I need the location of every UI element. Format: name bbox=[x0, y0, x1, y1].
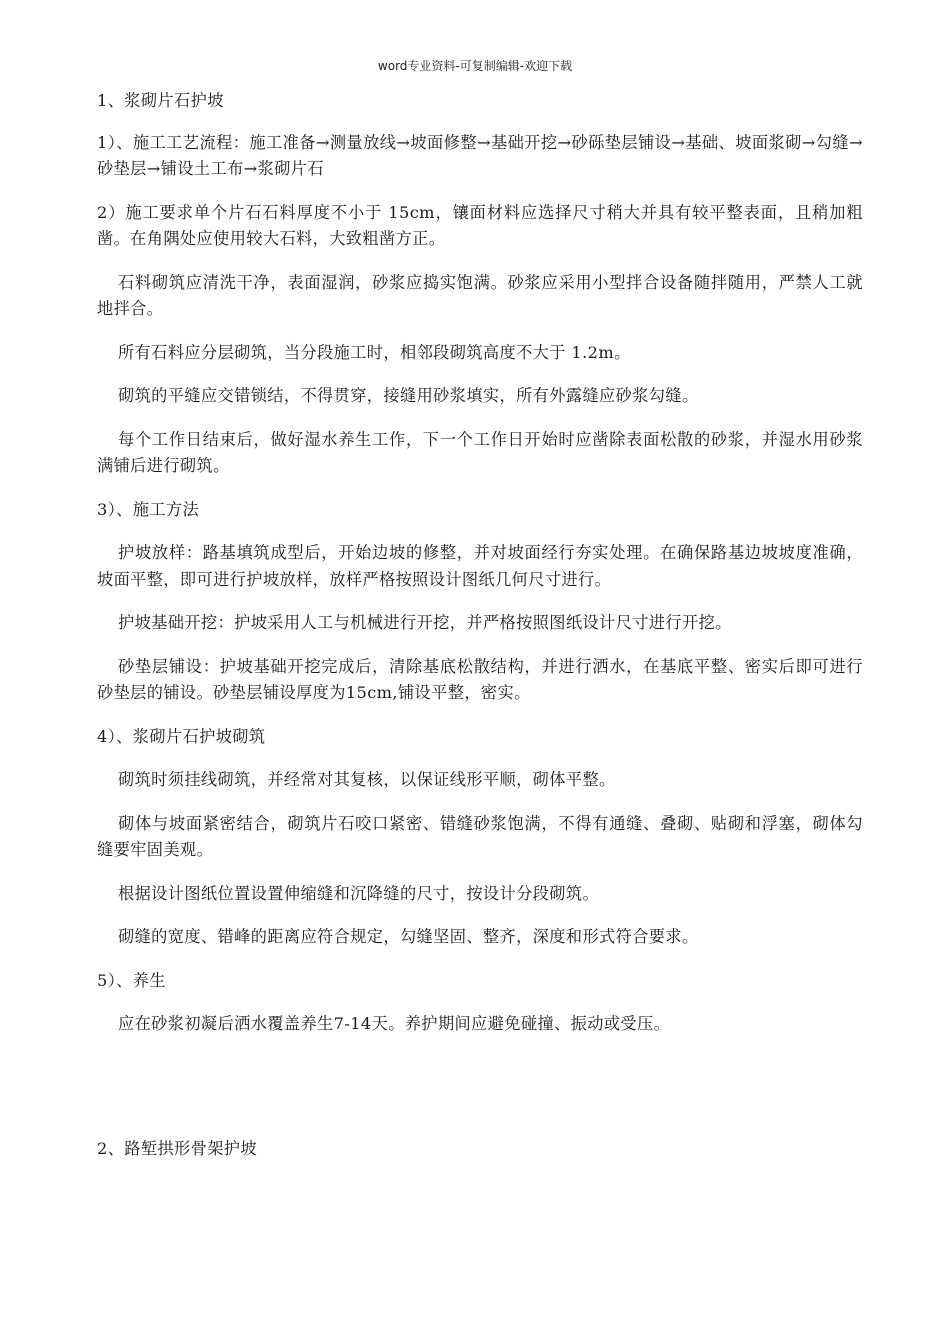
paragraph: 石料砌筑应清洗干净，表面湿润，砂浆应捣实饱满。砂浆应采用小型拌合设备随拌随用，严禁人工就地拌合。 bbox=[97, 272, 863, 318]
paragraph: 砌体与坡面紧密结合，砌筑片石咬口紧密、错缝砂浆饱满，不得有通缝、叠砌、贴砌和浮塞，砌体勾缝要牢固美观。 bbox=[97, 813, 863, 859]
subsection-4-title: 4）、浆砌片石护坡砌筑 bbox=[97, 726, 266, 746]
subsection-5-title: 5）、养生 bbox=[97, 970, 166, 990]
paragraph: 护坡放样：路基填筑成型后，开始边坡的修整，并对坡面经行夯实处理。在确保路基边坡坡度准确，坡面平整，即可进行护坡放样，放样严格按照设计图纸几何尺寸进行。 bbox=[97, 543, 863, 589]
paragraph: 砌缝的宽度、错峰的距离应符合规定，勾缝坚固、整齐，深度和形式符合要求。 bbox=[118, 927, 699, 946]
subsection-3-title: 3）、施工方法 bbox=[97, 499, 200, 519]
paragraph: 每个工作日结束后，做好湿水养生工作，下一个工作日开始时应凿除表面松散的砂浆，并湿水用砂浆满铺后进行砌筑。 bbox=[97, 429, 863, 475]
construction-requirements-paragraph: 2）施工要求单个片石石料厚度不小于 15cm，镶面材料应选择尺寸稍大并具有较平整表面，且稍加粗凿。在角隅处应使用较大石料，大致粗凿方正。 bbox=[97, 202, 863, 248]
paragraph: 砌筑时须挂线砌筑，并经常对其复核，以保证线形平顺，砌体平整。 bbox=[118, 770, 616, 789]
paragraph: 护坡基础开挖：护坡采用人工与机械进行开挖，并严格按照图纸设计尺寸进行开挖。 bbox=[118, 613, 732, 632]
paragraph: 砂垫层铺设：护坡基础开挖完成后，清除基底松散结构，并进行洒水，在基底平整、密实后即可进行砂垫层的铺设。砂垫层铺设厚度为15cm,铺设平整，密实。 bbox=[97, 656, 863, 702]
page-header: word专业资料-可复制编辑-欢迎下载 bbox=[377, 59, 573, 73]
process-flow-paragraph: 1）、施工工艺流程：施工准备→测量放线→坡面修整→基础开挖→砂砾垫层铺设→基础、坡面浆砌→勾缝→砂垫层→铺设土工布→浆砌片石 bbox=[97, 132, 863, 178]
document-body bbox=[97, 88, 863, 1179]
paragraph: 应在砂浆初凝后洒水覆盖养生7-14天。养护期间应避免碰撞、振动或受压。 bbox=[118, 1014, 671, 1033]
paragraph: 砌筑的平缝应交错锁结，不得贯穿，接缝用砂浆填实，所有外露缝应砂浆勾缝。 bbox=[118, 386, 699, 405]
paragraph: 所有石料应分层砌筑，当分段施工时，相邻段砌筑高度不大于 1.2m。 bbox=[118, 342, 631, 362]
paragraph: 根据设计图纸位置设置伸缩缝和沉降缝的尺寸，按设计分段砌筑。 bbox=[118, 883, 600, 903]
section-2-title: 2、路堑拱形骨架护坡 bbox=[97, 1138, 257, 1158]
section-1-title: 1、浆砌片石护坡 bbox=[97, 91, 224, 110]
